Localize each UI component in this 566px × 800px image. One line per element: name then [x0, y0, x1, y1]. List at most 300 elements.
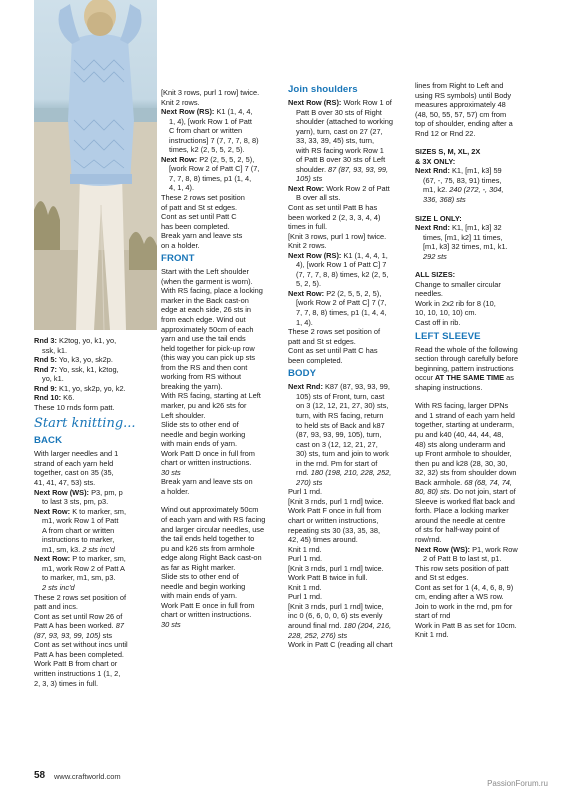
- text-run: rnd.: [296, 468, 309, 478]
- text-line: [288, 222, 412, 232]
- text-line: [415, 573, 539, 583]
- bold-text: Next Row (WS):: [34, 487, 90, 497]
- text-run: has been completed.: [161, 221, 230, 231]
- italic-text: 2 sts inc'd: [42, 583, 75, 593]
- spacer: [415, 261, 539, 270]
- text-run: Knit 1 rnd.: [288, 582, 322, 592]
- text-line: [288, 478, 412, 488]
- text-run: [Knit 3 rows, purl 1 row] twice.: [161, 88, 260, 97]
- text-line: [288, 279, 412, 289]
- section-heading: Join shoulders: [288, 84, 358, 95]
- text-line: [161, 231, 285, 241]
- text-run: 4, 1, 4).: [169, 183, 195, 193]
- text-line: [415, 459, 539, 469]
- text-run: using RS symbols) until Body: [415, 90, 512, 100]
- text-line: [161, 505, 285, 515]
- text-run: to held sts of Back and k87: [296, 420, 385, 430]
- text-line: [415, 185, 539, 195]
- text-line: [288, 337, 412, 347]
- text-run: Cont as set without incs until: [34, 640, 128, 650]
- italic-text: 336, 368) sts: [423, 195, 466, 205]
- text-run: yarn and use the tail ends: [161, 334, 246, 344]
- text-run: lines from Right to Left and: [415, 81, 504, 90]
- text-line: [288, 592, 412, 602]
- text-run: strand of each yarn held: [34, 458, 114, 468]
- text-line: [415, 602, 539, 612]
- italic-text: 30 sts: [161, 467, 181, 477]
- text-run: repeating sts 30 (33, 35, 38,: [288, 525, 381, 535]
- text-run: Knit 1 rnd.: [288, 544, 322, 554]
- text-line: [161, 449, 285, 459]
- text-line: [161, 296, 285, 306]
- text-line: [161, 458, 285, 468]
- text-run: Patt B over 30 sts of Right: [296, 107, 382, 117]
- text-run: 48) sts along underarm and: [415, 439, 506, 449]
- text-run: inc 0 (6, 6, 0, 0, 6) sts evenly: [288, 611, 383, 621]
- text-run: These 2 rows set position of: [288, 327, 381, 337]
- text-line: [161, 591, 285, 601]
- text-run: then pu and k28 (28, 30, 30,: [415, 458, 508, 468]
- text-run: [m1, k3] 32 times, m1, k1.: [423, 242, 508, 252]
- spacer: [415, 138, 539, 147]
- text-run: B over all sts.: [296, 193, 341, 203]
- bold-text: Next Row:: [161, 154, 198, 164]
- text-run: from each edge. Wind out: [161, 315, 246, 325]
- text-line: [415, 270, 539, 280]
- text-run: edge at each side, 26 sts in: [161, 305, 251, 315]
- text-line: [34, 554, 158, 564]
- text-line: [288, 146, 412, 156]
- text-run: the tail ends held together to: [161, 534, 255, 544]
- text-run: (87, 93, 93, 99, 105), turn,: [296, 430, 382, 440]
- text-line: [161, 430, 285, 440]
- text-run: to last 3 sts, pm, p3.: [42, 497, 109, 507]
- text-line: [34, 545, 158, 555]
- text-run: needle and begin working: [161, 429, 246, 439]
- text-run: m1, sm, k3.: [42, 544, 81, 554]
- text-run: (7, 7, 7, 8, 8) times, k2 (2, 5,: [296, 269, 389, 279]
- column-1: [34, 336, 158, 688]
- text-run: Yo, ssk, k1, k2tog,: [57, 364, 119, 374]
- text-line: [161, 183, 285, 193]
- text-line: [288, 487, 412, 497]
- text-line: [288, 440, 412, 450]
- text-run: K2tog, yo, k1, yo,: [57, 336, 117, 345]
- text-run: Break yarn and leave sts: [161, 231, 243, 241]
- text-line: [288, 602, 412, 612]
- text-line: [415, 100, 539, 110]
- text-run: K1 (1, 4, 4, 1,: [341, 250, 388, 260]
- italic-text: 87 (87, 93, 93, 99,: [326, 164, 389, 174]
- text-line: [288, 382, 412, 392]
- text-line: [415, 506, 539, 516]
- text-line: [34, 393, 158, 403]
- text-line: [161, 401, 285, 411]
- text-line: [34, 384, 158, 394]
- text-run: held together for pick-up row: [161, 343, 255, 353]
- text-run: Work Patt E once in full from: [161, 600, 255, 610]
- text-line: [34, 535, 158, 545]
- text-line: [161, 620, 285, 630]
- text-line: [288, 117, 412, 127]
- text-line: [415, 516, 539, 526]
- text-line: [34, 478, 158, 488]
- text-run: m1, work Row 2 of Patt A: [42, 563, 125, 573]
- text-run: P2 (2, 5, 5, 2, 5),: [324, 288, 382, 298]
- text-run: Cont as set for 1 (4, 4, 6, 8, 9): [415, 582, 514, 592]
- text-line: [415, 373, 539, 383]
- text-run: 105) sts of Front, turn, cast: [296, 391, 385, 401]
- text-line: [415, 592, 539, 602]
- text-line: [34, 488, 158, 498]
- text-line: [34, 365, 158, 375]
- text-run: Work Patt B twice in full.: [288, 573, 368, 583]
- italic-text: 270) sts: [296, 477, 323, 487]
- text-line: [288, 573, 412, 583]
- text-line: [288, 289, 412, 299]
- text-run: pu and k40 (40, 44, 44, 48,: [415, 429, 504, 439]
- text-run: Start with the Left shoulder: [161, 267, 249, 277]
- text-line: [34, 507, 158, 517]
- spacer: [415, 205, 539, 214]
- text-line: [415, 129, 539, 139]
- spacer: [415, 392, 539, 401]
- text-run: yo, k1.: [42, 374, 64, 384]
- text-line: [288, 174, 412, 184]
- text-run: K87 (87, 93, 93, 99,: [322, 382, 390, 392]
- bold-text: Rnd 3:: [34, 336, 57, 345]
- text-run: approximately 50cm of each: [161, 324, 254, 334]
- text-run: Knit 1 rnd.: [415, 630, 449, 640]
- text-run: 2, 3, 3) times in full.: [34, 678, 99, 688]
- text-run: shoulder.: [296, 164, 326, 174]
- text-line: [288, 506, 412, 516]
- text-run: [Knit 3 rows, purl 1 row] twice.: [288, 231, 387, 241]
- text-line: [288, 327, 412, 337]
- text-run: on a holder.: [161, 240, 200, 250]
- section-heading: BODY: [288, 368, 317, 380]
- text-run: 33, 33, 39, 45) sts, turn,: [296, 136, 375, 146]
- text-line: [34, 355, 158, 365]
- text-line: [288, 526, 412, 536]
- text-run: with RS facing work Row 1: [296, 145, 384, 155]
- text-run: breaking the yarn).: [161, 381, 223, 391]
- text-run: With RS facing, starting at Left: [161, 391, 261, 401]
- text-line: [161, 391, 285, 401]
- text-line: [288, 401, 412, 411]
- text-line: [288, 298, 412, 308]
- text-run: together, cast on 35 (35,: [34, 468, 114, 478]
- text-run: K6.: [61, 393, 75, 403]
- italic-text: 228, 252, 276) sts: [288, 630, 348, 640]
- bold-text: AT THE SAME TIME: [433, 373, 505, 383]
- text-line: [415, 147, 539, 157]
- text-run: 10, 10, 10, 10) cm.: [415, 308, 477, 318]
- text-line: [415, 354, 539, 364]
- text-run: A from chart or written: [42, 525, 115, 535]
- text-run: [work Row 2 of Patt C] 7 (7,: [169, 164, 260, 174]
- text-run: Work in 2x2 rib for 8 (10,: [415, 298, 496, 308]
- text-line: [415, 449, 539, 459]
- text-line: [161, 601, 285, 611]
- text-line: [288, 459, 412, 469]
- text-run: Sleeve is worked flat back and: [415, 496, 515, 506]
- text-line: [161, 610, 285, 620]
- text-line: [161, 582, 285, 592]
- italic-text: 80, 80) sts.: [415, 487, 452, 497]
- text-run: chart or written instructions,: [288, 515, 379, 525]
- text-run: beginning, pattern instructions: [415, 363, 514, 373]
- text-line: [34, 659, 158, 669]
- text-run: P3, pm, p: [89, 487, 123, 497]
- text-run: instructions] 7 (7, 7, 7, 8, 8): [169, 135, 259, 145]
- text-run: to marker, m1, sm, p3.: [42, 573, 116, 583]
- text-run: K1, [m1, k3] 59: [449, 166, 502, 176]
- text-line: [288, 516, 412, 526]
- text-line: [288, 184, 412, 194]
- text-line: [34, 449, 158, 459]
- bold-text: Rnd 9:: [34, 383, 57, 393]
- text-line: [161, 534, 285, 544]
- text-line: [161, 164, 285, 174]
- text-run: K to marker, sm,: [70, 506, 126, 516]
- text-line: [288, 621, 412, 631]
- model-photo: [34, 0, 157, 330]
- text-line: [34, 459, 158, 469]
- text-run: been completed.: [288, 355, 343, 365]
- text-run: 32, 32) sts from shoulder down: [415, 468, 517, 478]
- text-run: shaping instructions.: [415, 382, 483, 392]
- text-line: [288, 127, 412, 137]
- text-run: Patt A has been completed.: [34, 649, 124, 659]
- footer-url: www.craftworld.com: [54, 772, 121, 781]
- text-line: [161, 305, 285, 315]
- text-run: 41, 41, 47, 53) sts.: [34, 478, 96, 488]
- text-run: m1, work Row 1 of Patt: [42, 516, 119, 526]
- text-run: together, starting at underarm,: [415, 420, 515, 430]
- text-line: [288, 583, 412, 593]
- text-run: Work Patt F once in full from: [288, 506, 382, 516]
- text-run: (48, 50, 55, 57, 57) cm from: [415, 109, 507, 119]
- text-line: [415, 110, 539, 120]
- text-line: [161, 515, 285, 525]
- text-line: [34, 583, 158, 593]
- text-line: [415, 430, 539, 440]
- text-line: [288, 554, 412, 564]
- text-run: [Knit 3 rnds, purl 1 rnd] twice.: [288, 563, 384, 573]
- text-line: [415, 545, 539, 555]
- text-run: shoulder (attached to working: [296, 117, 393, 127]
- text-line: [161, 344, 285, 354]
- text-line: [288, 430, 412, 440]
- text-line: [161, 411, 285, 421]
- text-line: [161, 325, 285, 335]
- text-line: [161, 286, 285, 296]
- text-line: [34, 573, 158, 583]
- section-heading: FRONT: [161, 253, 195, 265]
- text-line: [288, 270, 412, 280]
- text-run: Read the whole of the following: [415, 344, 518, 354]
- text-line: [288, 165, 412, 175]
- text-run: been worked 2 (2, 3, 3, 4, 4): [288, 212, 381, 222]
- text-line: [415, 621, 539, 631]
- text-line: [288, 468, 412, 478]
- text-line: [161, 487, 285, 497]
- text-line: [288, 213, 412, 223]
- text-line: [415, 214, 539, 224]
- text-run: turn, with RS facing, return: [296, 410, 384, 420]
- text-run: top of shoulder, ending after a: [415, 119, 513, 129]
- text-line: [161, 563, 285, 573]
- text-run: (67, -, 75, 83, 91) times,: [423, 175, 502, 185]
- text-line: [34, 593, 158, 603]
- text-run: Slide sts to other end of: [161, 572, 239, 582]
- text-line: [34, 468, 158, 478]
- text-run: Left shoulder.: [161, 410, 206, 420]
- text-run: K1 (1, 4, 4,: [214, 107, 253, 117]
- text-line: [161, 334, 285, 344]
- text-line: [161, 439, 285, 449]
- bold-text: SIZES S, M, XL, 2X: [415, 147, 481, 157]
- text-run: Work Patt D once in full from: [161, 448, 255, 458]
- bold-text: & 3X ONLY:: [415, 156, 456, 166]
- text-line: [415, 318, 539, 328]
- bold-text: Next Row (RS):: [161, 107, 215, 117]
- bold-text: Next Row (RS):: [288, 98, 342, 107]
- text-line: [288, 108, 412, 118]
- text-line: [161, 277, 285, 287]
- bold-text: Next Row (WS):: [415, 544, 471, 554]
- text-line: [161, 174, 285, 184]
- text-line: [288, 232, 412, 242]
- text-line: [288, 251, 412, 261]
- text-line: [415, 242, 539, 252]
- text-line: [415, 487, 539, 497]
- text-run: up Front armhole to shoulder,: [415, 449, 512, 459]
- bold-text: ALL SIZES:: [415, 270, 456, 280]
- text-run: These 10 rnds form patt.: [34, 402, 115, 412]
- text-line: [34, 621, 158, 631]
- text-run: P2 (2, 5, 5, 2, 5),: [197, 154, 255, 164]
- text-run: C from chart or written: [169, 126, 243, 136]
- text-line: [415, 252, 539, 262]
- text-run: Cont as set until Row 26 of: [34, 611, 123, 621]
- text-run: With RS facing, place a locking: [161, 286, 263, 296]
- italic-text: 68 (68, 74, 74,: [462, 477, 512, 487]
- bold-text: Next Row:: [288, 183, 325, 193]
- text-run: 1, 4).: [296, 317, 313, 327]
- text-run: 1, 4), [work Row 1 of Patt: [169, 116, 252, 126]
- text-line: [415, 81, 539, 91]
- text-run: and larger circular needles, use: [161, 524, 265, 534]
- text-run: as: [504, 373, 514, 383]
- text-run: needles.: [415, 289, 443, 299]
- text-run: occur: [415, 373, 434, 383]
- text-run: (this way you can pick up sts: [161, 353, 256, 363]
- text-line: [415, 468, 539, 478]
- text-run: section through carefully before: [415, 354, 519, 364]
- text-run: around the needle at centre: [415, 515, 506, 525]
- text-line: [415, 554, 539, 564]
- text-run: times in full.: [288, 222, 328, 232]
- spacer: [161, 496, 285, 505]
- italic-text: 30 sts: [161, 619, 181, 629]
- text-line: [34, 679, 158, 689]
- text-run: in the rnd. Pm for start of: [296, 458, 378, 468]
- text-line: [161, 155, 285, 165]
- text-run: K1, [m1, k3] 32: [449, 223, 502, 233]
- text-run: cast on 3 (12, 12, 21, 27,: [296, 439, 378, 449]
- text-line: [288, 356, 412, 366]
- text-line: [161, 477, 285, 487]
- text-run: chart or written instructions.: [161, 458, 252, 468]
- bold-text: Next Rnd:: [415, 166, 450, 176]
- text-line: [415, 91, 539, 101]
- text-line: [288, 392, 412, 402]
- text-line: [415, 223, 539, 233]
- text-run: Slide sts to other end of: [161, 420, 239, 430]
- text-run: Cont as set until Patt B has: [288, 203, 378, 213]
- text-run: start of rnd: [415, 611, 451, 621]
- text-line: [415, 401, 539, 411]
- text-run: 42, 45) times around.: [288, 535, 358, 545]
- text-run: 2 of Patt B to last st, p1.: [423, 554, 502, 564]
- text-line: [161, 363, 285, 373]
- text-run: and St st edges.: [415, 573, 469, 583]
- script-heading: Start knitting...: [34, 416, 136, 432]
- text-line: [288, 260, 412, 270]
- text-run: patt and incs.: [34, 602, 78, 612]
- text-line: [161, 193, 285, 203]
- text-line: [161, 525, 285, 535]
- bold-text: Rnd 5:: [34, 355, 57, 365]
- text-run: edge along Right Back cast-on: [161, 553, 262, 563]
- text-run: Knit 2 rows.: [161, 97, 200, 107]
- text-run: Work in Patt C (reading all chart: [288, 640, 393, 650]
- bold-text: Next Rnd:: [288, 382, 323, 392]
- text-line: [415, 611, 539, 621]
- text-line: [288, 98, 412, 108]
- text-run: 7, 7, 8, 8) times, p1 (1, 4,: [169, 173, 252, 183]
- text-run: measures approximately 48: [415, 100, 506, 110]
- text-run: Cont as set until Patt C has: [288, 346, 378, 356]
- bold-text: Next Rnd:: [415, 223, 450, 233]
- text-line: [161, 372, 285, 382]
- text-line: [161, 315, 285, 325]
- italic-text: 105) sts: [296, 174, 323, 184]
- text-run: [Knit 3 rnds, purl 1 rnd] twice,: [288, 601, 384, 611]
- italic-text: 292 sts: [423, 251, 447, 261]
- text-line: [34, 526, 158, 536]
- text-run: Patt A has been worked.: [34, 621, 114, 631]
- text-line: [288, 193, 412, 203]
- text-run: 30) sts, turn and join to work: [296, 449, 389, 459]
- text-run: 4), [work Row 1 of Patt C] 7: [296, 260, 387, 270]
- text-line: [415, 308, 539, 318]
- text-run: P to marker, sm,: [70, 554, 126, 564]
- text-line: [161, 212, 285, 222]
- text-line: [34, 650, 158, 660]
- text-run: K1, yo, sk2p, yo, k2.: [57, 383, 126, 393]
- text-line: [34, 612, 158, 622]
- text-run: times, [m1, k2] 11 times,: [423, 232, 503, 242]
- text-line: [415, 497, 539, 507]
- text-line: [288, 640, 412, 650]
- italic-text: 87: [113, 621, 124, 631]
- text-line: [288, 611, 412, 621]
- text-run: Back armhole.: [415, 477, 463, 487]
- text-run: P1, work Row: [470, 544, 518, 554]
